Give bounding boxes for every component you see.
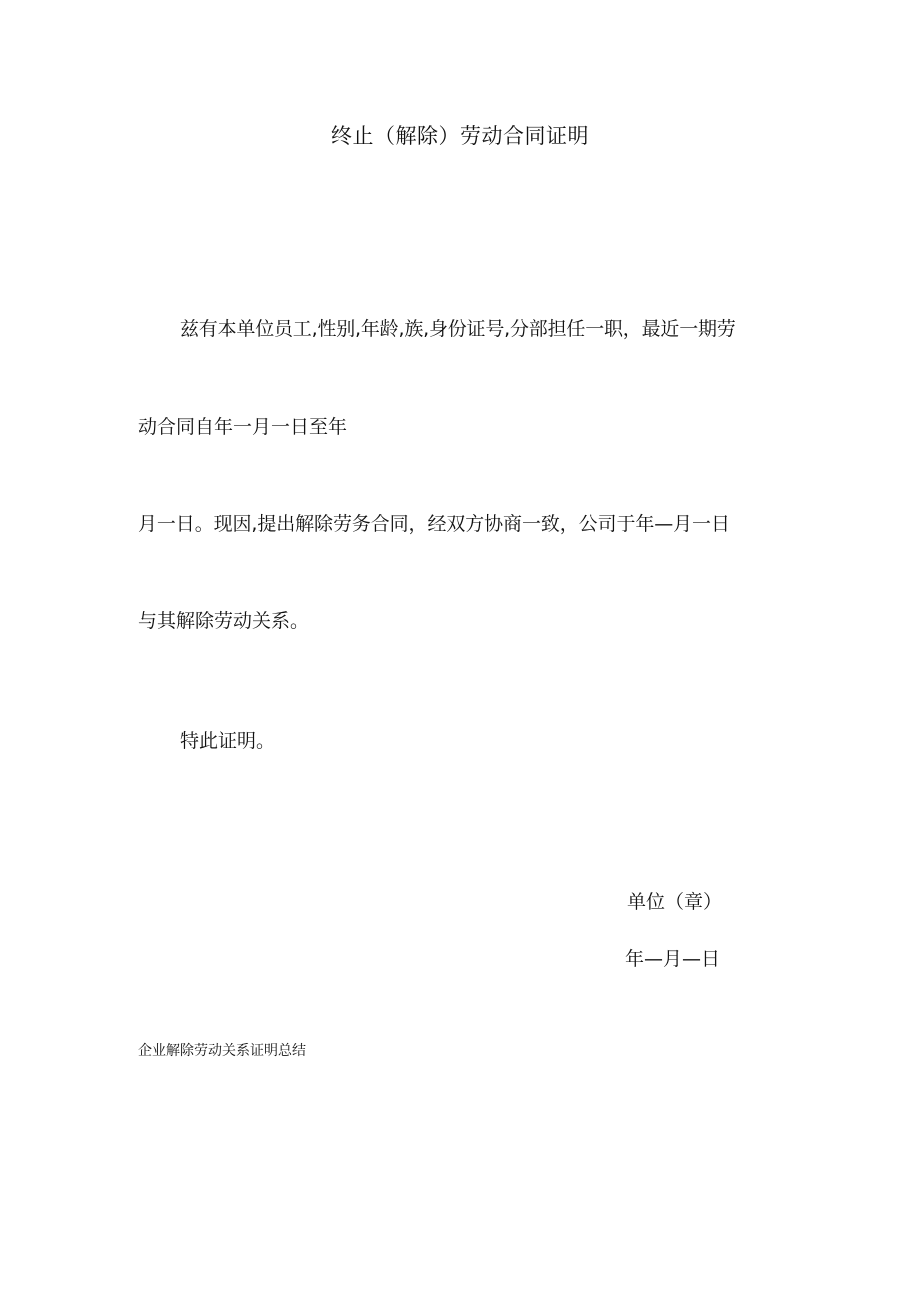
footer-note: 企业解除劳动关系证明总结: [138, 1043, 306, 1059]
body-line-2: 动合同自年一月一日至年: [138, 416, 348, 438]
body-line-4: 与其解除劳动关系。: [138, 610, 310, 632]
document-title: 终止（解除）劳动合同证明: [331, 124, 589, 148]
closing-statement: 特此证明。: [180, 730, 276, 752]
signature-date: 年—月—日: [625, 948, 721, 970]
body-line-3: 月一日。现因,提出解除劳务合同，经双方协商一致，公司于年—月一日: [138, 513, 730, 535]
body-line-1: 兹有本单位员工,性别,年龄,族,身份证号,分部担任一职，最近一期劳: [180, 318, 736, 340]
signature-unit-seal: 单位（章）: [627, 891, 723, 913]
